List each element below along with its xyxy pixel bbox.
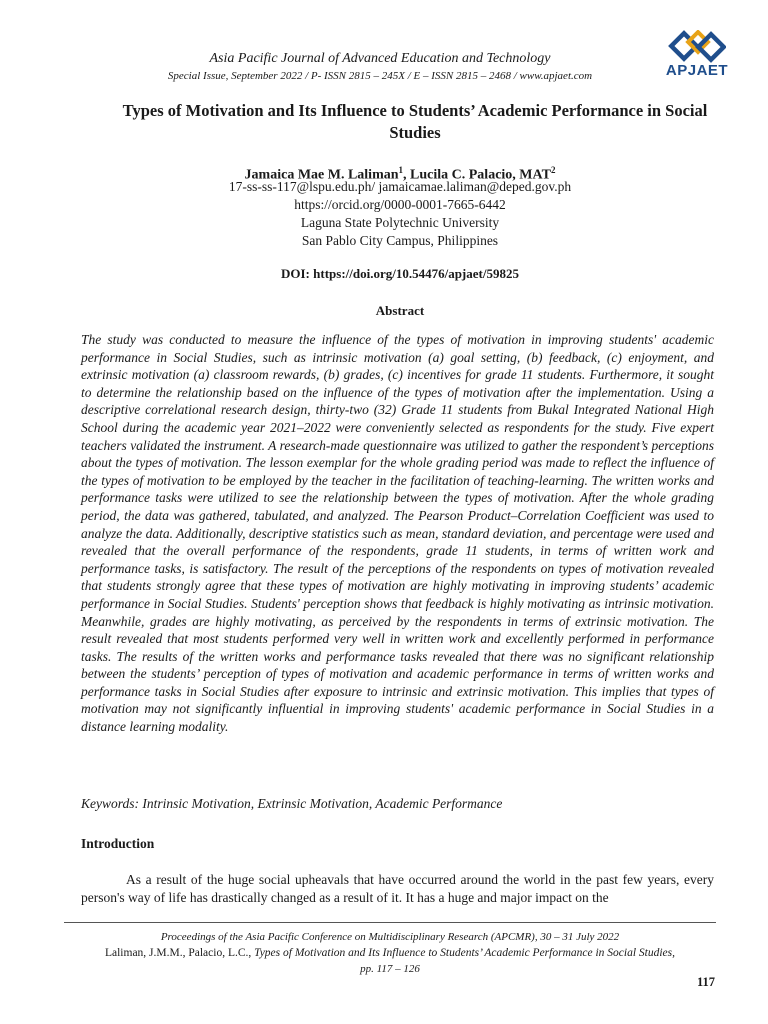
author-name: Lucila C. Palacio, MAT	[410, 167, 551, 183]
abstract-heading: Abstract	[375, 303, 425, 318]
affiliation-university: Laguna State Polytechnic University	[300, 215, 500, 230]
citation-pages: pp. 117 – 126	[360, 963, 420, 975]
abstract-body: The study was conducted to measure the influence of the types of motivation in improving students' academic performance in Social Studies, such as intrinsic motivation (a) goal setting, (b) feedback, (c) enjoyment, and extrinsic motivation (a) classroom rewards, (b) grades, (c) incentives for grade 11 students. Furthermore, it sought to determine the relationship based on the influence of the types of motivation after the implementation. Using a descriptive correlational research design, thirty-two (32) Grade 11 students from Bukal Integrated National High School during the academic year 2021–2022 were conveniently selected as respondents for the study. Five expert teachers validated the instrument. A research-made questionnaire was utilized to gather the respondent’s perceptions about the types of motivation. The lesson exemplar for the whole grading period was made to reflect the influence of the types of motivation to be employed by the teacher in the facilitation of teaching-learning. The written works and performance tasks were utilized to see the relationship between the types of motivation. After the whole grading period, the data was gathered, tabulated, and analyzed. The Pearson Product–Correlation Coefficient was used to analyze the data. Additionally, descriptive statistics such as mean, standard deviation, and percentage were used and revealed that the overall performance of the respondents, grade 11 students, in terms of written work and performance tasks, is satisfactory. The result of the perceptions of the respondents on types of motivation revealed that students strongly agree that these types of motivation are highly motivating in improving students’ academic performance in Social Studies. Students' perception shows that feedback is highly motivating as intrinsic motivation. Meanwhile, grades are highly motivating, as perceived by the respondents in terms of extrinsic motivation. The result revealed that most students performed very well in written work and excellently performed in performance tasks. The results of the written works and performance tasks revealed that there was no significant relationship between the students’ perception of types of motivation and academic performance in terms of written works and performance tasks in Social Studies after exposure to intrinsic and extrinsic motivation. This implies that types of motivation may not significantly influential in improving students' academic performance in Social Studies in a distance learning modality.	[81, 332, 714, 735]
citation-authors: Laliman, J.M.M., Palacio, L.C.,	[104, 947, 255, 959]
page-footer	[70, 929, 710, 977]
citation-title: Types of Motivation and Its Influence to Students’ Academic Performance in Social Studies,	[254, 947, 675, 959]
affiliation-campus: San Pablo City Campus, Philippines	[301, 233, 499, 248]
affiliation-mark: 2	[550, 165, 556, 175]
conference-citation: Proceedings of the Asia Pacific Conference on Multidisciplinary Research (APCMR), 30 – 31 July 2022	[160, 931, 620, 943]
paper-title: Types of Motivation and Its Influence to Students’ Academic Performance in Social Studies	[122, 101, 708, 142]
author-name: Jamaica Mae M. Laliman	[244, 167, 399, 183]
affiliation-mark: 1	[398, 165, 404, 175]
orcid-link: https://orcid.org/0000-0001-7665-6442	[294, 197, 506, 212]
introduction-heading: Introduction	[81, 836, 155, 851]
page-number: 117	[696, 975, 715, 989]
journal-logo	[662, 30, 732, 79]
author-separator: ,	[403, 167, 411, 183]
diamond-logo-icon	[668, 30, 726, 64]
paper-citation	[70, 945, 710, 961]
contact-block	[120, 178, 680, 250]
keywords-line: Keywords: Intrinsic Motivation, Extrinsic Motivation, Academic Performance	[81, 796, 503, 811]
logo-text: APJAET	[665, 62, 729, 79]
journal-name: Asia Pacific Journal of Advanced Education and Technology	[209, 51, 551, 66]
footer-divider	[64, 922, 716, 923]
author-emails: 17-ss-ss-117@lspu.edu.ph/ jamaicamae.laliman@deped.gov.ph	[228, 179, 572, 194]
doi-line: DOI: https://doi.org/10.54476/apjaet/59825	[281, 266, 519, 281]
introduction-paragraph: As a result of the huge social upheavals that have occurred around the world in the past few years, every person's way of life has drastically changed as a result of it. It has a huge and major impact on the	[81, 872, 714, 905]
journal-header	[80, 50, 680, 84]
journal-issue-info: Special Issue, September 2022 / P- ISSN 2815 – 245X / E – ISSN 2815 – 2468 / www.apjaet.com	[167, 70, 593, 82]
